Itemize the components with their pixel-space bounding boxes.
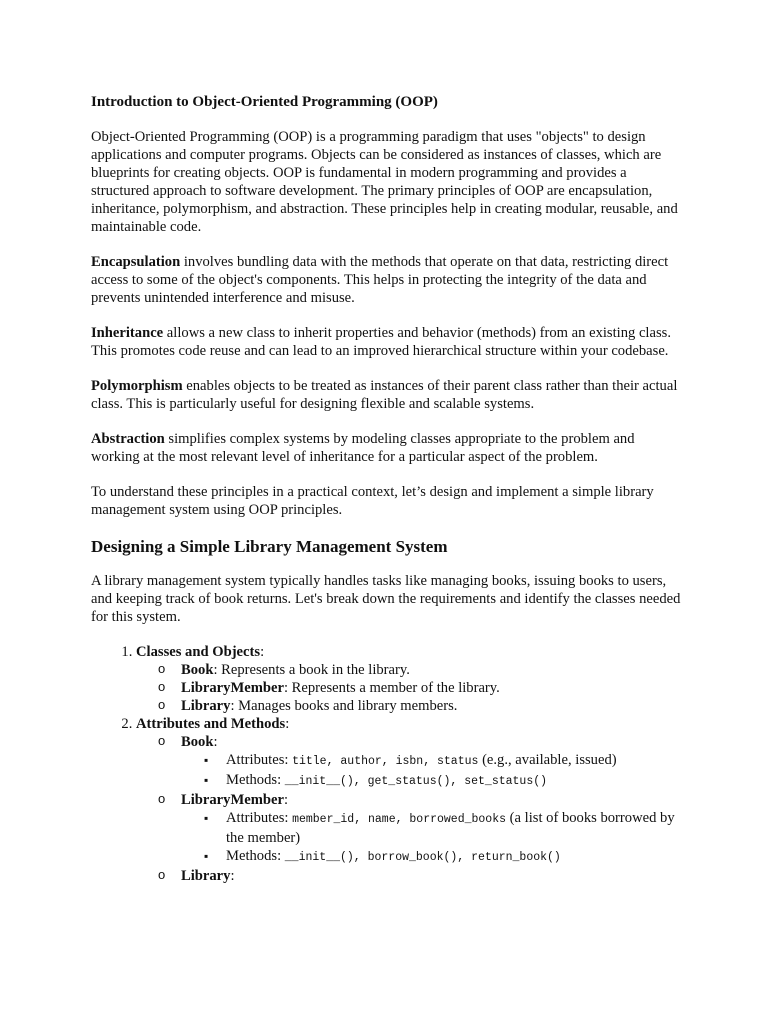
class-description: : Manages books and library members.: [230, 698, 458, 714]
attributes-suffix: (a list of books borrowed by the member): [226, 810, 675, 846]
attributes-code: member_id, name, borrowed_books: [292, 813, 507, 826]
class-colon: :: [230, 868, 235, 884]
document-page: [91, 93, 681, 885]
attributes-prefix: Attributes:: [226, 752, 293, 768]
principle-text: allows a new class to inherit properties and behavior (methods) from an existing class. This promotes code reuse and can lead to an improved hierarchical structure within your codebase.: [91, 325, 671, 359]
list-item-library: [181, 867, 681, 885]
classes-sublist: [136, 661, 681, 715]
list-item-attributes: [226, 751, 681, 771]
list-item-library-member: [181, 791, 681, 867]
class-name: Library: [181, 868, 231, 884]
principle-term: Polymorphism: [91, 378, 183, 394]
book-details-list: [181, 751, 681, 791]
section-heading: Designing a Simple Library Management System: [91, 537, 448, 556]
class-description: : Represents a book in the library.: [213, 662, 410, 678]
methods-prefix: Methods:: [226, 772, 285, 788]
methods-prefix: Methods:: [226, 848, 285, 864]
list-item-label: Attributes and Methods: [136, 716, 286, 732]
class-name: LibraryMember: [181, 680, 284, 696]
list-item-attributes-and-methods: [136, 715, 681, 885]
principle-text: simplifies complex systems by modeling classes appropriate to the problem and working at the most relevant level of inheritance for a particular aspect of the problem.: [91, 431, 635, 465]
principle-text: involves bundling data with the methods that operate on that data, restricting direct access to some of the object's components. This helps in protecting the integrity of the data and prevents unintended interference and misuse.: [91, 254, 669, 306]
intro-paragraph: Object-Oriented Programming (OOP) is a programming paradigm that uses "objects" to design applications and computer programs. Objects can be considered as instances of classes, which are blueprints for creating objects. OOP is fundamental in modern programming and provides a structured approach to software development. The primary principles of OOP are encapsulation, inheritance, polymorphism, and abstraction. These principles help in creating modular, reusable, and maintainable code.: [91, 129, 678, 235]
class-description: : Represents a member of the library.: [283, 680, 500, 696]
list-item-book: [181, 733, 681, 791]
principle-text: enables objects to be treated as instances of their parent class rather than their actual class. This is particularly useful for designing flexible and scalable systems.: [91, 378, 678, 412]
list-item: [181, 661, 681, 679]
principle-term: Encapsulation: [91, 254, 181, 270]
requirements-list: [91, 643, 681, 885]
attributes-suffix: (e.g., available, issued): [478, 752, 617, 768]
principle-term: Abstraction: [91, 431, 165, 447]
list-item: [181, 697, 681, 715]
list-item-methods: [226, 847, 681, 867]
class-name: Book: [181, 734, 214, 750]
list-item-colon: :: [285, 716, 290, 732]
principle-encapsulation: [91, 253, 681, 307]
attributes-code: title, author, isbn, status: [292, 755, 479, 768]
principle-inheritance: [91, 324, 681, 360]
principle-polymorphism: [91, 377, 681, 413]
principle-term: Inheritance: [91, 325, 164, 341]
attributes-prefix: Attributes:: [226, 810, 293, 826]
list-item-label: Classes and Objects: [136, 644, 261, 660]
member-details-list: [181, 809, 681, 867]
attributes-sublist: [136, 733, 681, 885]
class-colon: :: [213, 734, 218, 750]
list-item-attributes: [226, 809, 681, 847]
transition-paragraph: To understand these principles in a practical context, let’s design and implement a simple library management system using OOP principles.: [91, 484, 654, 518]
document-title: Introduction to Object-Oriented Programming (OOP): [91, 94, 438, 110]
list-item-colon: :: [260, 644, 265, 660]
list-item-methods: [226, 771, 681, 791]
principle-abstraction: [91, 430, 681, 466]
methods-code: __init__(), borrow_book(), return_book(): [284, 851, 561, 864]
list-item: [181, 679, 681, 697]
class-name: Book: [181, 662, 214, 678]
section-intro-paragraph: A library management system typically handles tasks like managing books, issuing books to users, and keeping track of book returns. Let's break down the requirements and identify the classes needed for this system.: [91, 573, 681, 625]
methods-code: __init__(), get_status(), set_status(): [284, 775, 548, 788]
class-name: LibraryMember: [181, 792, 284, 808]
class-name: Library: [181, 698, 231, 714]
list-item-classes-and-objects: [136, 643, 681, 715]
class-colon: :: [283, 792, 288, 808]
